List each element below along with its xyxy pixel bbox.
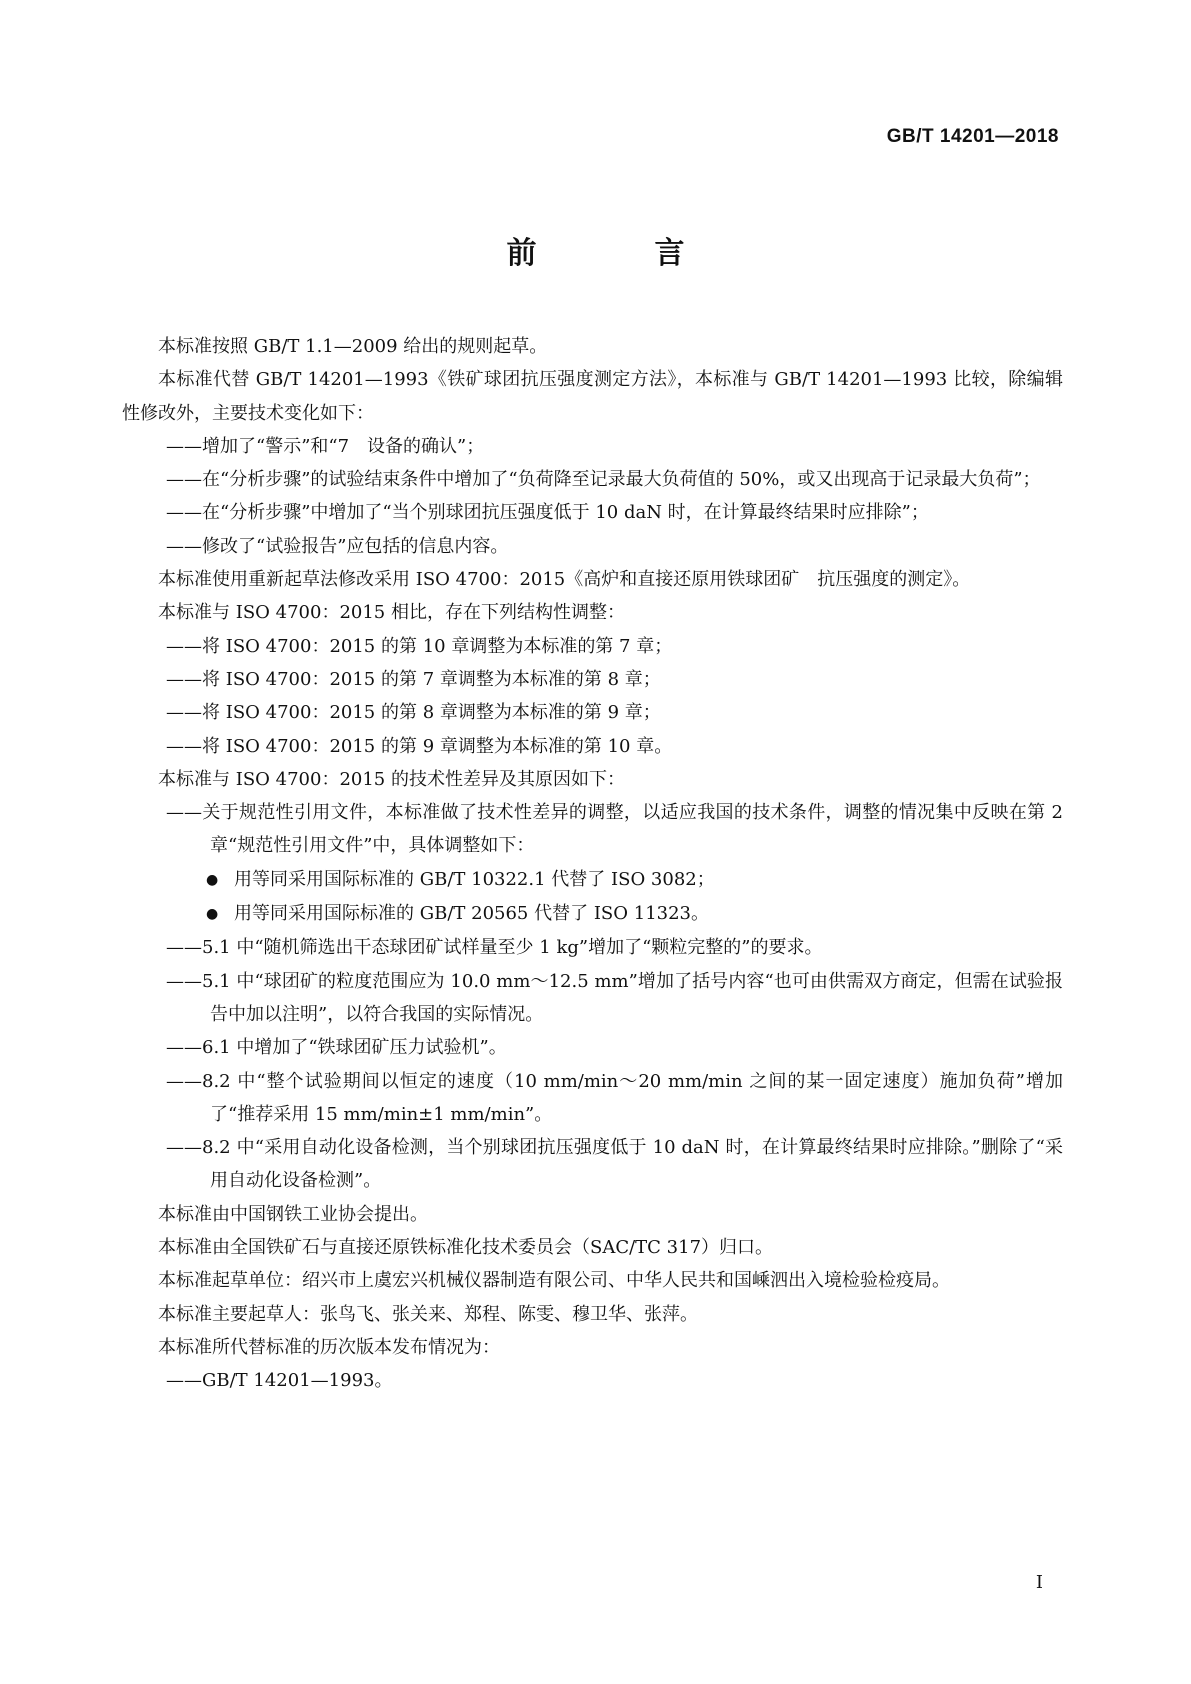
dash-list-item: ——GB/T 14201—1993。: [166, 1370, 393, 1392]
bullet-icon: ●: [206, 871, 219, 888]
dash-list-item: ——5.1 中“球团矿的粒度范围应为 10.0 mm～12.5 mm”增加了括号内容“也可由供需双方商定，但需在试验报告中加以注明”，以符合我国的实际情况。: [166, 970, 1063, 1025]
dash-list-item: ——5.1 中“随机筛选出干态球团矿试样量至少 1 kg”增加了“颗粒完整的”的要求。: [166, 937, 823, 959]
bullet-list-item: [122, 897, 1063, 931]
bullet-list-item: [122, 863, 1063, 897]
paragraph: 本标准与 ISO 4700：2015 的技术性差异及其原因如下：: [158, 768, 625, 790]
standard-code: GB/T 14201—2018: [886, 126, 1059, 147]
dash-list-item: ——8.2 中“采用自动化设备检测，当个别球团抗压强度低于 10 daN 时，在计算最终结果时应排除。”删除了“采用自动化设备检测”。: [166, 1137, 1063, 1192]
dash-list-item: ——修改了“试验报告”应包括的信息内容。: [166, 535, 509, 557]
dash-list-item: ——在“分析步骤”的试验结束条件中增加了“负荷降至记录最大负荷值的 50%，或又出现高于记录最大负荷”；: [166, 469, 1041, 491]
dash-list-item: ——增加了“警示”和“7 设备的确认”；: [166, 435, 485, 457]
dash-list-item: ——将 ISO 4700：2015 的第 7 章调整为本标准的第 8 章；: [166, 668, 661, 690]
paragraph: 本标准起草单位：绍兴市上虞宏兴机械仪器制造有限公司、中华人民共和国嵊泗出入境检验检疫局。: [158, 1270, 950, 1292]
foreword-body: [122, 330, 1063, 1398]
dash-list-item: ——在“分析步骤”中增加了“当个别球团抗压强度低于 10 daN 时，在计算最终结果时应排除”；: [166, 502, 929, 524]
dash-list-item: ——将 ISO 4700：2015 的第 8 章调整为本标准的第 9 章；: [166, 702, 661, 724]
dash-list-item: ——将 ISO 4700：2015 的第 10 章调整为本标准的第 7 章；: [166, 635, 673, 657]
dash-list-item: ——6.1 中增加了“铁球团矿压力试验机”。: [166, 1037, 507, 1059]
paragraph: 本标准使用重新起草法修改采用 ISO 4700：2015《高炉和直接还原用铁球团矿 抗压强度的测定》。: [158, 569, 971, 591]
page-number: I: [1035, 1572, 1043, 1593]
paragraph: 本标准由中国钢铁工业协会提出。: [158, 1203, 428, 1225]
paragraph: 本标准按照 GB/T 1.1—2009 给出的规则起草。: [158, 336, 548, 357]
paragraph: 本标准与 ISO 4700：2015 相比，存在下列结构性调整：: [158, 602, 625, 624]
page-title: 前 言: [506, 236, 729, 271]
dash-list-item: ——将 ISO 4700：2015 的第 9 章调整为本标准的第 10 章。: [166, 735, 673, 757]
paragraph: 本标准由全国铁矿石与直接还原铁标准化技术委员会（SAC/TC 317）归口。: [158, 1237, 774, 1259]
paragraph: 本标准所代替标准的历次版本发布情况为：: [158, 1336, 500, 1358]
paragraph: 本标准主要起草人：张鸟飞、张关来、郑程、陈雯、穆卫华、张萍。: [158, 1303, 698, 1325]
dash-list-item: ——8.2 中“整个试验期间以恒定的速度（10 mm/min～20 mm/min 之间的某一固定速度）施加负荷”增加了“推荐采用 15 mm/min±1 mm/min”。: [166, 1070, 1063, 1125]
bullet-text: 用等同采用国际标准的 GB/T 20565 代替了 ISO 11323。: [234, 903, 710, 925]
dash-list-item: ——关于规范性引用文件，本标准做了技术性差异的调整，以适应我国的技术条件，调整的情况集中反映在第 2 章“规范性引用文件”中，具体调整如下：: [166, 802, 1063, 857]
paragraph: 本标准代替 GB/T 14201—1993《铁矿球团抗压强度测定方法》，本标准与 GB/T 14201—1993 比较，除编辑性修改外，主要技术变化如下：: [122, 369, 1063, 424]
bullet-icon: ●: [206, 906, 219, 923]
bullet-text: 用等同采用国际标准的 GB/T 10322.1 代替了 ISO 3082；: [234, 868, 715, 890]
